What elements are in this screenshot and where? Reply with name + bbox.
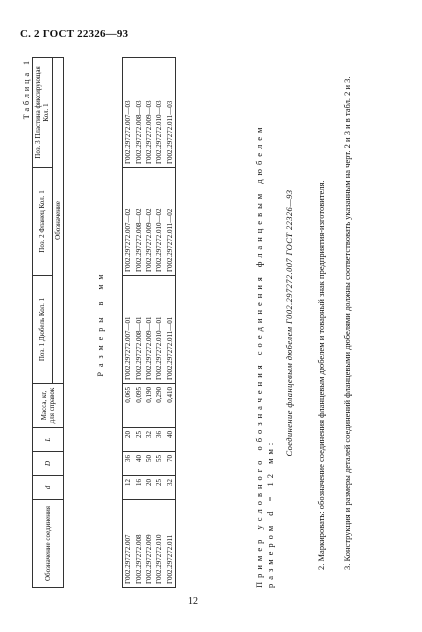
example-title: Пример условного обозначения соединения фланцевым дюбелем размером d = 12 мм:	[254, 123, 276, 588]
example-formula: Соединение фланцевым дюбелем Г002.297272.007 ГОСТ 22326—93	[284, 189, 294, 457]
table-caption: Таблица 1	[22, 58, 31, 120]
paragraph-marking: 2. Маркировать: обозначение соединения фланцевым дюбелем и товарный знак предприятия-изготовителя.	[316, 180, 326, 570]
table-row: Г002.297272.008 16 40 25 0,095 Г002.297272.008—01 Г002.297272.008—02 Г002.297272.008—03	[134, 58, 144, 588]
header-d: d	[33, 476, 64, 500]
table-row: Г002.297272.011 32 70 40 0,410 Г002.297272.011—01 Г002.297272.011—02 Г002.297272.011—03	[165, 58, 176, 588]
page-number: 12	[188, 596, 198, 607]
header-group-designation: Обозначение	[52, 58, 63, 384]
table-row: Г002.297272.010 25 55 36 0,290 Г002.297272.010—01 Г002.297272.010—02 Г002.297272.010—03	[154, 58, 164, 588]
header-D: D	[33, 452, 64, 476]
header-pos2: Поз. 2 Фланец Кол. 1	[33, 168, 53, 276]
rotated-content	[22, 58, 402, 588]
table-row: Г002.297272.009 20 50 32 0,190 Г002.297272.009—01 Г002.297272.009—02 Г002.297272.009—03	[144, 58, 154, 588]
header-pos1: Поз. 1 Дюбель Кол. 1	[33, 276, 53, 384]
paragraph-construction: 3. Конструкция и размеры деталей соединений фланцевыми дюбелями должны соответствовать указанным на черт. 2 и 3 и в табл. 2 и 3.	[342, 76, 352, 570]
header-designation: Обозначение соединения	[33, 500, 64, 588]
table-row: Г002.297272.007 12 36 20 0,065 Г002.297272.007—01 Г002.297272.007—02 Г002.297272.007—03	[123, 58, 134, 588]
page-header: С. 2 ГОСТ 22326—93	[20, 28, 129, 40]
header-L: L	[33, 428, 64, 452]
header-mass: Масса, кг, для справок	[33, 384, 64, 428]
dimensions-caption: Размеры в мм	[96, 269, 105, 377]
header-pos3: Поз. 3 Пластина фиксирующая Кол. 1	[33, 58, 53, 168]
